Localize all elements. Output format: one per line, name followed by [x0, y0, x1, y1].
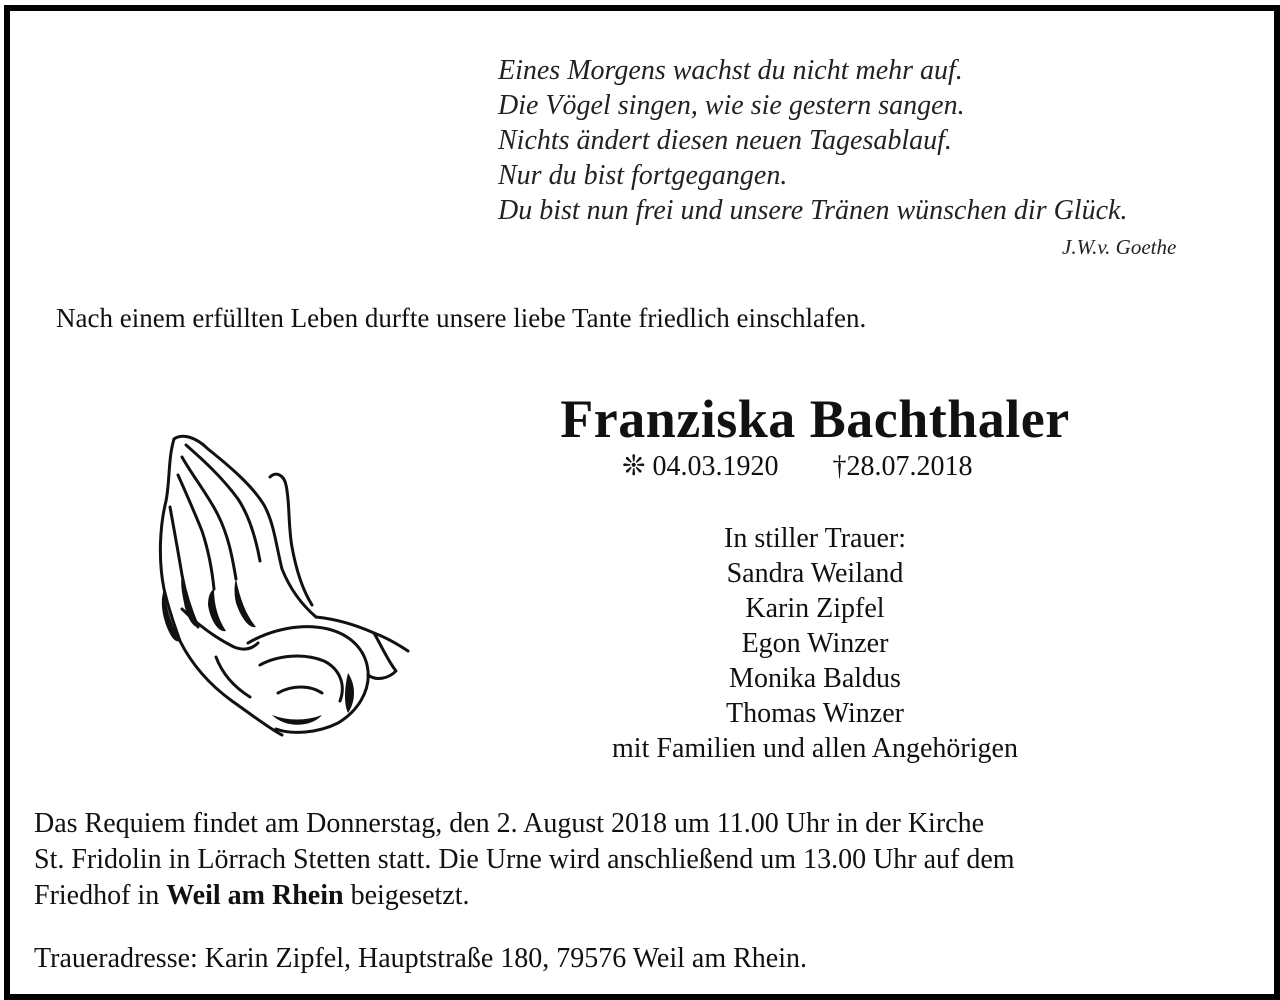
requiem-line: St. Fridolin in Lörrach Stetten statt. Die Urne wird anschließend um 13.00 Uhr auf dem — [34, 844, 1015, 875]
birth-date: 04.03.1920 — [652, 451, 779, 482]
poem-author: J.W.v. Goethe — [1062, 235, 1177, 259]
poem-line: Nichts ändert diesen neuen Tagesablauf. — [498, 125, 952, 156]
poem-line: Die Vögel singen, wie sie gestern sangen. — [498, 90, 965, 121]
death-cross-icon: † — [832, 451, 847, 482]
requiem-info — [34, 806, 1015, 914]
burial-place: Weil am Rhein — [166, 880, 344, 911]
deceased-name: Franziska Bachthaler — [560, 389, 1070, 449]
mourner-name: Monika Baldus — [729, 663, 901, 694]
mourning-address: Traueradresse: Karin Zipfel, Hauptstraße 180, 79576 Weil am Rhein. — [34, 943, 808, 974]
mourners-closing: mit Familien und allen Angehörigen — [612, 733, 1018, 764]
requiem-line: Friedhof in Weil am Rhein beigesetzt. — [34, 880, 470, 911]
mourners-heading: In stiller Trauer: — [724, 523, 906, 554]
mourner-name: Egon Winzer — [741, 628, 889, 659]
poem-line: Du bist nun frei und unsere Tränen wünschen dir Glück. — [498, 195, 1128, 226]
birth-star-icon: ❊ — [622, 451, 646, 482]
intro-text: Nach einem erfüllten Leben durfte unsere liebe Tante friedlich einschlafen. — [56, 303, 867, 333]
death-date: 28.07.2018 — [846, 451, 973, 482]
obituary-notice — [4, 5, 1280, 1000]
poem-line: Eines Morgens wachst du nicht mehr auf. — [498, 55, 963, 86]
life-dates — [622, 449, 972, 483]
mourners-list — [490, 521, 1140, 766]
praying-hands-icon — [152, 429, 412, 741]
poem — [498, 53, 1127, 228]
poem-line: Nur du bist fortgegangen. — [498, 160, 788, 191]
mourner-name: Thomas Winzer — [726, 698, 904, 729]
mourner-name: Karin Zipfel — [745, 593, 885, 624]
requiem-line: Das Requiem findet am Donnerstag, den 2. August 2018 um 11.00 Uhr in der Kirche — [34, 808, 985, 839]
mourner-name: Sandra Weiland — [726, 558, 904, 589]
